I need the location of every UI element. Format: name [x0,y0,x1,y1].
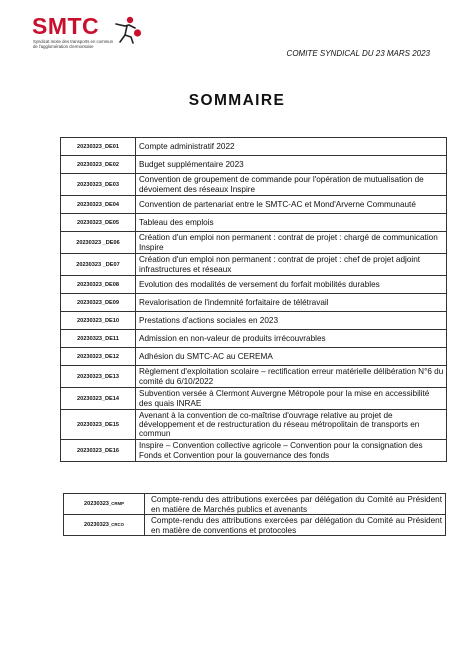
item-text: Convention de partenariat entre le SMTC-AC et Mond'Arverne Communauté [136,196,447,214]
item-text: Création d'un emploi non permanent : contrat de projet : chargé de communication Inspire [136,232,447,254]
report-code-suffix: _CRMP [108,501,124,506]
item-code: 20230323_DE12 [61,348,136,366]
report-text: Compte-rendu des attributions exercées par délégation du Comité au Président en matière de conventions et protocoles [145,515,446,536]
item-code: 20230323_DE05 [61,214,136,232]
meeting-label: COMITE SYNDICAL DU 23 MARS 2023 [286,49,430,58]
item-code: 20230323_DE16 [61,440,136,462]
item-text: Convention de groupement de commande pour l'opération de mutualisation de dévoiement des réseaux Inspire [136,174,447,196]
running-person-icon [112,15,142,45]
item-code: 20230323_DE15 [61,410,136,440]
table-row [61,410,447,440]
item-code: 20230323 _DE07 [61,254,136,276]
item-text: Adhésion du SMTC-AC au CEREMA [136,348,447,366]
report-code [64,515,145,536]
item-text: Admission en non-valeur de produits irrécouvrables [136,330,447,348]
table-row [61,276,447,294]
reports-table [63,493,446,536]
item-text: Evolution des modalités de versement du forfait mobilités durables [136,276,447,294]
table-row [64,494,446,515]
item-code: 20230323_DE11 [61,330,136,348]
item-text: Budget supplémentaire 2023 [136,156,447,174]
logo-wordmark: SMTC [32,13,100,39]
report-code [64,494,145,515]
table-row [61,440,447,462]
table-row [61,348,447,366]
item-code: 20230323_DE09 [61,294,136,312]
item-text: Tableau des emplois [136,214,447,232]
table-row [61,214,447,232]
report-code-suffix: _CRCO [108,522,124,527]
table-row [61,196,447,214]
report-code-number: 20230323 [84,522,109,528]
item-code: 20230323_DE02 [61,156,136,174]
table-row [61,388,447,410]
item-code: 20230323_DE01 [61,138,136,156]
item-text: Création d'un emploi non permanent : contrat de projet : chef de projet adjoint infrastructures et réseaux [136,254,447,276]
item-text: Compte administratif 2022 [136,138,447,156]
table-row [61,312,447,330]
table-row [61,232,447,254]
deliberations-table [60,137,447,462]
page-title: SOMMAIRE [188,92,286,109]
logo-tagline: Syndicat mixte des transports en commun de l'agglomération clermontoise [33,39,114,49]
item-code: 20230323_DE13 [61,366,136,388]
item-text: Subvention versée à Clermont Auvergne Métropole pour la mise en accessibilité des quais INRAE [136,388,447,410]
table-row [61,366,447,388]
table-row [61,138,447,156]
item-code: 20230323_DE14 [61,388,136,410]
table-row [61,254,447,276]
table-row [64,515,446,536]
item-text: Règlement d'exploitation scolaire – rectification erreur matérielle délibération N°6 du comité du 6/10/2022 [136,366,447,388]
item-code: 20230323_DE10 [61,312,136,330]
smtc-logo [32,14,142,56]
report-code-number: 20230323 [84,501,109,507]
item-code: 20230323_DE03 [61,174,136,196]
item-code: 20230323 _DE06 [61,232,136,254]
table-row [61,330,447,348]
item-code: 20230323_DE04 [61,196,136,214]
item-text: Avenant à la convention de co-maîtrise d'ouvrage relative au projet de développement et de restructuration du réseau métropolitain de transports en commun [136,410,447,440]
item-code: 20230323_DE08 [61,276,136,294]
table-row [61,156,447,174]
item-text: Revalorisation de l'indemnité forfaitaire de télétravail [136,294,447,312]
item-text: Inspire – Convention collective agricole – Convention pour la consignation des Fonds et Convention pour la gouvernance des fonds [136,440,447,462]
table-row [61,174,447,196]
item-text: Prestations d'actions sociales en 2023 [136,312,447,330]
report-text: Compte-rendu des attributions exercées par délégation du Comité au Président en matière de Marchés publics et avenants [145,494,446,515]
table-row [61,294,447,312]
